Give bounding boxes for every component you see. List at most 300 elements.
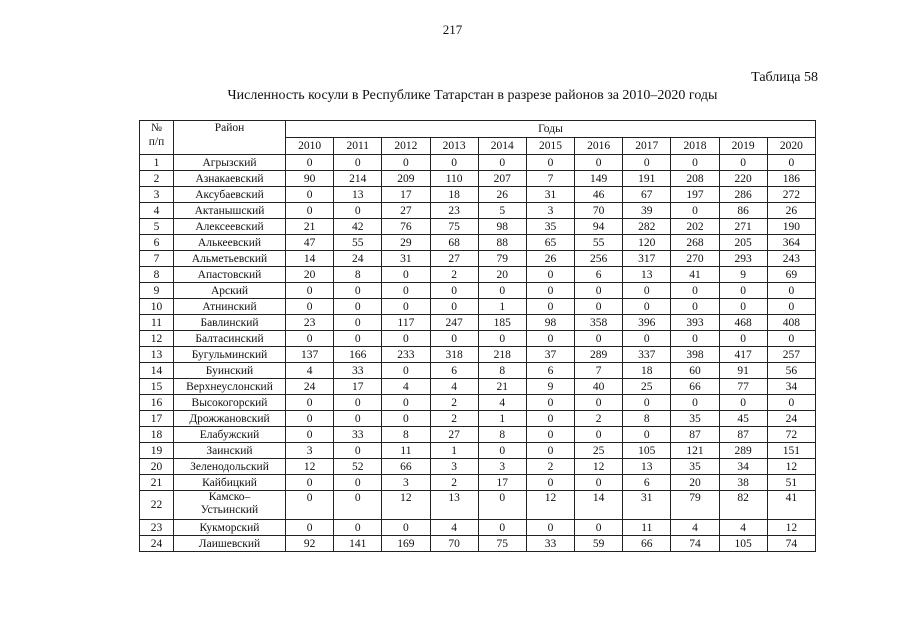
cell-value: 0	[286, 155, 334, 171]
cell-value: 0	[671, 331, 719, 347]
cell-value: 0	[430, 331, 478, 347]
district-name: Верхнеуслонский	[174, 379, 286, 395]
cell-value: 0	[623, 395, 671, 411]
row-number: 7	[140, 251, 174, 267]
cell-value: 0	[286, 283, 334, 299]
cell-value: 27	[382, 203, 430, 219]
cell-value: 2	[526, 459, 574, 475]
cell-value: 257	[767, 347, 815, 363]
table-row	[140, 363, 816, 379]
cell-value: 0	[575, 427, 623, 443]
cell-value: 0	[334, 411, 382, 427]
district-name: Бавлинский	[174, 315, 286, 331]
table-row	[140, 395, 816, 411]
cell-value: 4	[719, 520, 767, 536]
row-number: 14	[140, 363, 174, 379]
cell-value: 0	[334, 331, 382, 347]
cell-value: 151	[767, 443, 815, 459]
row-number: 8	[140, 267, 174, 283]
cell-value: 25	[623, 379, 671, 395]
cell-value: 69	[767, 267, 815, 283]
cell-value: 70	[575, 203, 623, 219]
row-number: 21	[140, 475, 174, 491]
district-name	[174, 491, 286, 520]
cell-value: 75	[478, 536, 526, 552]
column-header-year: 2015	[526, 138, 574, 155]
cell-value: 408	[767, 315, 815, 331]
cell-value: 0	[719, 299, 767, 315]
cell-value: 41	[671, 267, 719, 283]
cell-value: 79	[478, 251, 526, 267]
district-name: Балтасинский	[174, 331, 286, 347]
cell-value: 18	[430, 187, 478, 203]
column-header-years: Годы	[286, 121, 816, 138]
cell-value: 0	[286, 520, 334, 536]
cell-value: 65	[526, 235, 574, 251]
district-name-line2: Устьинский	[200, 504, 259, 516]
row-number: 6	[140, 235, 174, 251]
district-name: Альметьевский	[174, 251, 286, 267]
cell-value: 0	[719, 395, 767, 411]
cell-value: 18	[623, 363, 671, 379]
district-name: Арский	[174, 283, 286, 299]
cell-value: 5	[478, 203, 526, 219]
cell-value: 0	[671, 299, 719, 315]
cell-value: 141	[334, 536, 382, 552]
cell-value: 27	[430, 427, 478, 443]
cell-value: 0	[478, 491, 526, 520]
column-header-year: 2019	[719, 138, 767, 155]
cell-value: 0	[286, 331, 334, 347]
column-header-year: 2013	[430, 138, 478, 155]
cell-value: 0	[334, 155, 382, 171]
cell-value: 12	[382, 491, 430, 520]
table-row	[140, 347, 816, 363]
cell-value: 0	[526, 283, 574, 299]
cell-value: 82	[719, 491, 767, 520]
cell-value: 149	[575, 171, 623, 187]
cell-value: 75	[430, 219, 478, 235]
cell-value: 4	[478, 395, 526, 411]
cell-value: 35	[526, 219, 574, 235]
cell-value: 51	[767, 475, 815, 491]
cell-value: 3	[526, 203, 574, 219]
cell-value: 110	[430, 171, 478, 187]
cell-value: 20	[286, 267, 334, 283]
district-name: Агрызский	[174, 155, 286, 171]
cell-value: 398	[671, 347, 719, 363]
column-header-year: 2014	[478, 138, 526, 155]
cell-value: 137	[286, 347, 334, 363]
table-row	[140, 251, 816, 267]
cell-value: 0	[671, 283, 719, 299]
cell-value: 56	[767, 363, 815, 379]
cell-value: 87	[719, 427, 767, 443]
cell-value: 70	[430, 536, 478, 552]
cell-value: 34	[767, 379, 815, 395]
table-row	[140, 331, 816, 347]
cell-value: 0	[478, 331, 526, 347]
row-number: 20	[140, 459, 174, 475]
cell-value: 0	[334, 443, 382, 459]
cell-value: 214	[334, 171, 382, 187]
cell-value: 0	[382, 155, 430, 171]
cell-value: 1	[478, 411, 526, 427]
cell-value: 0	[334, 203, 382, 219]
cell-value: 0	[334, 520, 382, 536]
cell-value: 293	[719, 251, 767, 267]
column-header-year: 2012	[382, 138, 430, 155]
cell-value: 29	[382, 235, 430, 251]
cell-value: 8	[623, 411, 671, 427]
cell-value: 41	[767, 491, 815, 520]
cell-value: 0	[623, 427, 671, 443]
cell-value: 0	[430, 299, 478, 315]
cell-value: 66	[671, 379, 719, 395]
cell-value: 117	[382, 315, 430, 331]
cell-value: 42	[334, 219, 382, 235]
district-name: Азнакаевский	[174, 171, 286, 187]
cell-value: 98	[478, 219, 526, 235]
table-caption: Таблица 58	[751, 70, 818, 85]
cell-value: 8	[478, 427, 526, 443]
cell-value: 0	[286, 475, 334, 491]
cell-value: 8	[382, 427, 430, 443]
cell-value: 77	[719, 379, 767, 395]
table-row	[140, 427, 816, 443]
cell-value: 14	[575, 491, 623, 520]
cell-value: 94	[575, 219, 623, 235]
cell-value: 6	[623, 475, 671, 491]
cell-value: 185	[478, 315, 526, 331]
cell-value: 72	[767, 427, 815, 443]
cell-value: 0	[575, 520, 623, 536]
cell-value: 2	[430, 395, 478, 411]
page-number: 217	[442, 22, 463, 37]
cell-value: 6	[526, 363, 574, 379]
column-header-number-line1: №	[151, 122, 162, 134]
row-number: 23	[140, 520, 174, 536]
cell-value: 0	[478, 520, 526, 536]
cell-value: 38	[719, 475, 767, 491]
cell-value: 197	[671, 187, 719, 203]
district-name: Высокогорский	[174, 395, 286, 411]
cell-value: 26	[526, 251, 574, 267]
cell-value: 68	[430, 235, 478, 251]
cell-value: 120	[623, 235, 671, 251]
cell-value: 0	[382, 299, 430, 315]
cell-value: 11	[623, 520, 671, 536]
cell-value: 0	[719, 155, 767, 171]
cell-value: 286	[719, 187, 767, 203]
cell-value: 0	[382, 520, 430, 536]
table-row	[140, 520, 816, 536]
cell-value: 0	[719, 331, 767, 347]
cell-value: 0	[575, 331, 623, 347]
cell-value: 202	[671, 219, 719, 235]
cell-value: 317	[623, 251, 671, 267]
district-name: Дрожжановский	[174, 411, 286, 427]
cell-value: 9	[719, 267, 767, 283]
cell-value: 4	[430, 379, 478, 395]
row-number: 3	[140, 187, 174, 203]
cell-value: 17	[382, 187, 430, 203]
cell-value: 191	[623, 171, 671, 187]
cell-value: 0	[334, 283, 382, 299]
cell-value: 21	[478, 379, 526, 395]
cell-value: 0	[575, 395, 623, 411]
cell-value: 0	[526, 155, 574, 171]
cell-value: 24	[767, 411, 815, 427]
cell-value: 0	[719, 283, 767, 299]
table-row	[140, 459, 816, 475]
cell-value: 4	[671, 520, 719, 536]
column-header-year: 2016	[575, 138, 623, 155]
cell-value: 0	[671, 395, 719, 411]
cell-value: 0	[382, 267, 430, 283]
district-name-line1: Камско–	[208, 491, 251, 503]
cell-value: 218	[478, 347, 526, 363]
cell-value: 268	[671, 235, 719, 251]
row-number: 5	[140, 219, 174, 235]
row-number: 18	[140, 427, 174, 443]
cell-value: 4	[286, 363, 334, 379]
district-name: Буинский	[174, 363, 286, 379]
cell-value: 2	[575, 411, 623, 427]
cell-value: 0	[623, 283, 671, 299]
cell-value: 67	[623, 187, 671, 203]
cell-value: 31	[526, 187, 574, 203]
cell-value: 0	[526, 475, 574, 491]
cell-value: 3	[286, 443, 334, 459]
cell-value: 87	[671, 427, 719, 443]
cell-value: 4	[382, 379, 430, 395]
cell-value: 11	[382, 443, 430, 459]
cell-value: 0	[767, 155, 815, 171]
cell-value: 37	[526, 347, 574, 363]
cell-value: 0	[382, 331, 430, 347]
cell-value: 13	[334, 187, 382, 203]
cell-value: 0	[623, 155, 671, 171]
row-number: 12	[140, 331, 174, 347]
document-title: Численность косули в Республике Татарстан в разрезе районов за 2010–2020 годы	[227, 88, 718, 103]
cell-value: 40	[575, 379, 623, 395]
cell-value: 13	[623, 267, 671, 283]
cell-value: 7	[575, 363, 623, 379]
cell-value: 233	[382, 347, 430, 363]
cell-value: 86	[719, 203, 767, 219]
cell-value: 74	[767, 536, 815, 552]
cell-value: 17	[334, 379, 382, 395]
cell-value: 66	[623, 536, 671, 552]
cell-value: 282	[623, 219, 671, 235]
cell-value: 23	[286, 315, 334, 331]
cell-value: 0	[478, 283, 526, 299]
cell-value: 6	[430, 363, 478, 379]
cell-value: 0	[286, 187, 334, 203]
cell-value: 393	[671, 315, 719, 331]
row-number: 24	[140, 536, 174, 552]
cell-value: 417	[719, 347, 767, 363]
cell-value: 79	[671, 491, 719, 520]
row-number: 15	[140, 379, 174, 395]
cell-value: 0	[286, 427, 334, 443]
cell-value: 0	[334, 299, 382, 315]
cell-value: 256	[575, 251, 623, 267]
column-header-number-line2: п/п	[148, 136, 165, 148]
cell-value: 8	[334, 267, 382, 283]
cell-value: 0	[526, 427, 574, 443]
cell-value: 190	[767, 219, 815, 235]
cell-value: 0	[334, 315, 382, 331]
table-row	[140, 443, 816, 459]
district-name: Актанышский	[174, 203, 286, 219]
cell-value: 45	[719, 411, 767, 427]
cell-value: 4	[430, 520, 478, 536]
cell-value: 0	[478, 155, 526, 171]
cell-value: 33	[526, 536, 574, 552]
district-name: Алексеевский	[174, 219, 286, 235]
district-name: Атнинский	[174, 299, 286, 315]
cell-value: 364	[767, 235, 815, 251]
cell-value: 207	[478, 171, 526, 187]
cell-value: 9	[526, 379, 574, 395]
table-row	[140, 283, 816, 299]
cell-value: 55	[334, 235, 382, 251]
cell-value: 0	[286, 491, 334, 520]
cell-value: 358	[575, 315, 623, 331]
cell-value: 0	[575, 299, 623, 315]
cell-value: 20	[478, 267, 526, 283]
cell-value: 25	[575, 443, 623, 459]
cell-value: 55	[575, 235, 623, 251]
cell-value: 468	[719, 315, 767, 331]
table-row	[140, 235, 816, 251]
cell-value: 0	[575, 283, 623, 299]
cell-value: 12	[286, 459, 334, 475]
district-name: Кукморский	[174, 520, 286, 536]
cell-value: 1	[430, 443, 478, 459]
cell-value: 105	[623, 443, 671, 459]
row-number: 2	[140, 171, 174, 187]
cell-value: 23	[430, 203, 478, 219]
cell-value: 0	[575, 155, 623, 171]
cell-value: 35	[671, 411, 719, 427]
cell-value: 169	[382, 536, 430, 552]
cell-value: 60	[671, 363, 719, 379]
cell-value: 0	[382, 283, 430, 299]
row-number: 19	[140, 443, 174, 459]
cell-value: 0	[526, 411, 574, 427]
district-name: Бугульминский	[174, 347, 286, 363]
table-row	[140, 411, 816, 427]
cell-value: 74	[671, 536, 719, 552]
cell-value: 0	[334, 475, 382, 491]
data-table	[139, 120, 816, 552]
cell-value: 0	[526, 443, 574, 459]
row-number: 13	[140, 347, 174, 363]
row-number: 11	[140, 315, 174, 331]
column-header-year: 2018	[671, 138, 719, 155]
cell-value: 205	[719, 235, 767, 251]
cell-value: 20	[671, 475, 719, 491]
table-row	[140, 171, 816, 187]
column-header-district: Район	[174, 121, 286, 155]
table-row	[140, 267, 816, 283]
cell-value: 337	[623, 347, 671, 363]
cell-value: 1	[478, 299, 526, 315]
cell-value: 0	[334, 395, 382, 411]
column-header-number	[140, 121, 174, 155]
cell-value: 31	[623, 491, 671, 520]
district-name: Аксубаевский	[174, 187, 286, 203]
cell-value: 2	[430, 475, 478, 491]
table-row	[140, 219, 816, 235]
column-header-year: 2017	[623, 138, 671, 155]
table-row	[140, 379, 816, 395]
table-row	[140, 187, 816, 203]
cell-value: 0	[526, 331, 574, 347]
cell-value: 88	[478, 235, 526, 251]
cell-value: 271	[719, 219, 767, 235]
cell-value: 76	[382, 219, 430, 235]
column-header-year: 2020	[767, 138, 815, 155]
district-name: Елабужский	[174, 427, 286, 443]
cell-value: 13	[623, 459, 671, 475]
cell-value: 14	[286, 251, 334, 267]
cell-value: 0	[526, 395, 574, 411]
cell-value: 0	[382, 363, 430, 379]
cell-value: 7	[526, 171, 574, 187]
cell-value: 0	[671, 155, 719, 171]
cell-value: 3	[382, 475, 430, 491]
table-row	[140, 155, 816, 171]
cell-value: 0	[526, 520, 574, 536]
cell-value: 12	[575, 459, 623, 475]
cell-value: 208	[671, 171, 719, 187]
cell-value: 0	[286, 299, 334, 315]
cell-value: 0	[526, 267, 574, 283]
cell-value: 3	[430, 459, 478, 475]
cell-value: 2	[430, 267, 478, 283]
cell-value: 34	[719, 459, 767, 475]
cell-value: 0	[286, 411, 334, 427]
row-number: 1	[140, 155, 174, 171]
cell-value: 272	[767, 187, 815, 203]
district-name: Кайбицкий	[174, 475, 286, 491]
cell-value: 12	[767, 520, 815, 536]
cell-value: 59	[575, 536, 623, 552]
cell-value: 0	[623, 299, 671, 315]
row-number: 10	[140, 299, 174, 315]
cell-value: 21	[286, 219, 334, 235]
column-header-year: 2011	[334, 138, 382, 155]
table-row	[140, 203, 816, 219]
cell-value: 396	[623, 315, 671, 331]
cell-value: 3	[478, 459, 526, 475]
cell-value: 0	[526, 299, 574, 315]
cell-value: 90	[286, 171, 334, 187]
cell-value: 289	[575, 347, 623, 363]
cell-value: 247	[430, 315, 478, 331]
column-header-year: 2010	[286, 138, 334, 155]
table-row	[140, 536, 816, 552]
cell-value: 0	[382, 395, 430, 411]
table-row	[140, 475, 816, 491]
cell-value: 0	[623, 331, 671, 347]
cell-value: 66	[382, 459, 430, 475]
cell-value: 26	[767, 203, 815, 219]
